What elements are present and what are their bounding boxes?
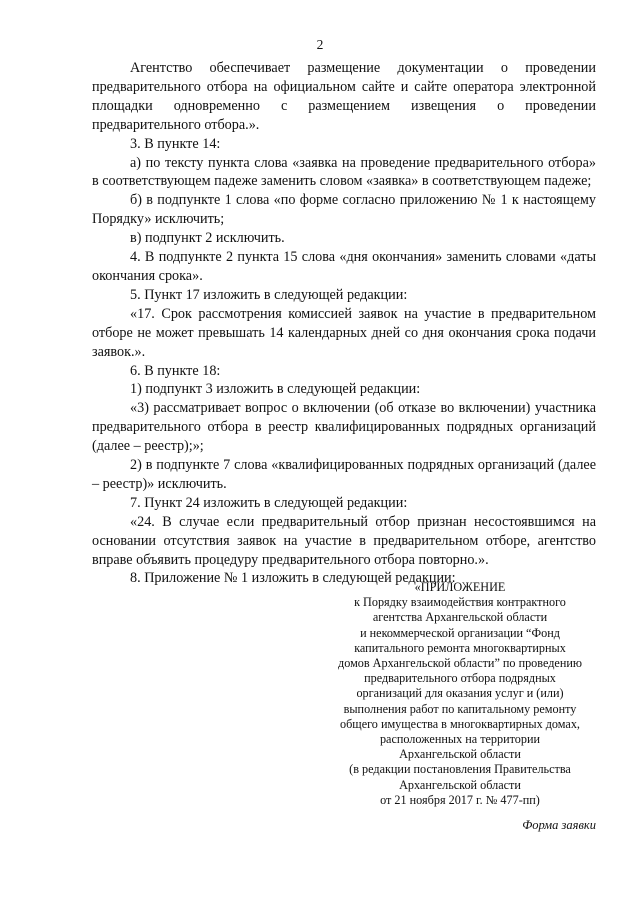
paragraph: Агентство обеспечивает размещение документации о проведении предварительного отбора на официальном сайте и сайте оператора электронной площадки одновременно с размещением извещения о проведении предварительного отбора.».: [92, 60, 596, 133]
appendix-line: Архангельской области: [399, 777, 521, 792]
paragraph: 7. Пункт 24 изложить в следующей редакции:: [130, 494, 408, 511]
page-number: 2: [316, 37, 324, 52]
appendix-line: «ПРИЛОЖЕНИЕ: [414, 580, 506, 594]
appendix-line: агентства Архангельской области: [372, 610, 548, 625]
appendix-line: капитального ремонта многоквартирных: [354, 640, 566, 655]
appendix-line: предварительного отбора подрядных: [364, 671, 556, 686]
appendix-line: Архангельской области: [399, 747, 521, 762]
appendix-line: домов Архангельской области” по проведению: [338, 656, 582, 671]
paragraph: а) по тексту пункта слова «заявка на проведение предварительного отбора» в соответствующем падеже заменить словом «заявка» в соответствующем падеже;: [92, 154, 596, 190]
appendix-line: к Порядку взаимодействия контрактного: [354, 595, 566, 610]
paragraph: 3. В пункте 14:: [130, 135, 221, 152]
paragraph: «3) рассматривает вопрос о включении (об отказе во включении) участника предварительного отбора в реестр квалифицированных подрядных организаций (далее – реестр);»;: [92, 400, 596, 455]
paragraph: 1) подпункт 3 изложить в следующей редакции:: [130, 381, 421, 398]
appendix-line: выполнения работ по капитальному ремонту: [343, 701, 577, 716]
paragraph: 5. Пункт 17 изложить в следующей редакции:: [130, 286, 408, 303]
paragraph: б) в подпункте 1 слова «по форме согласно приложению № 1 к настоящему Порядку» исключить;: [92, 192, 596, 228]
paragraph: «17. Срок рассмотрения комиссией заявок на участие в предварительном отборе не может превышать 14 календарных дней со дня окончания срока подачи заявок.».: [92, 305, 596, 360]
body-text: [92, 59, 596, 588]
appendix-line: (в редакции постановления Правительства: [349, 762, 571, 777]
appendix-header: [310, 580, 610, 808]
paragraph: 4. В подпункте 2 пункта 15 слова «дня окончания» заменить словами «даты окончания срока».: [92, 249, 596, 284]
appendix-line: общего имущества в многоквартирных домах,: [340, 716, 580, 731]
paragraph: 6. В пункте 18:: [130, 362, 221, 379]
appendix-line: расположенных на территории: [379, 732, 541, 747]
appendix-line: организаций для оказания услуг и (или): [356, 686, 564, 701]
appendix-line: от 21 ноября 2017 г. № 477-пп): [380, 792, 540, 807]
paragraph: 8. Приложение № 1 изложить в следующей редакции:: [130, 570, 456, 587]
paragraph: в) подпункт 2 исключить.: [130, 230, 285, 247]
form-label: Форма заявки: [522, 818, 596, 832]
paragraph: 2) в подпункте 7 слова «квалифицированных подрядных организаций (далее – реестр)» исключить.: [92, 457, 596, 492]
paragraph: «24. В случае если предварительный отбор признан несостоявшимся на основании отсутствия заявок на участие в предварительном отборе, агентство вправе объявить процедуру предварительного отбора повторно.».: [92, 513, 596, 568]
appendix-line: и некоммерческой организации “Фонд: [360, 625, 560, 640]
